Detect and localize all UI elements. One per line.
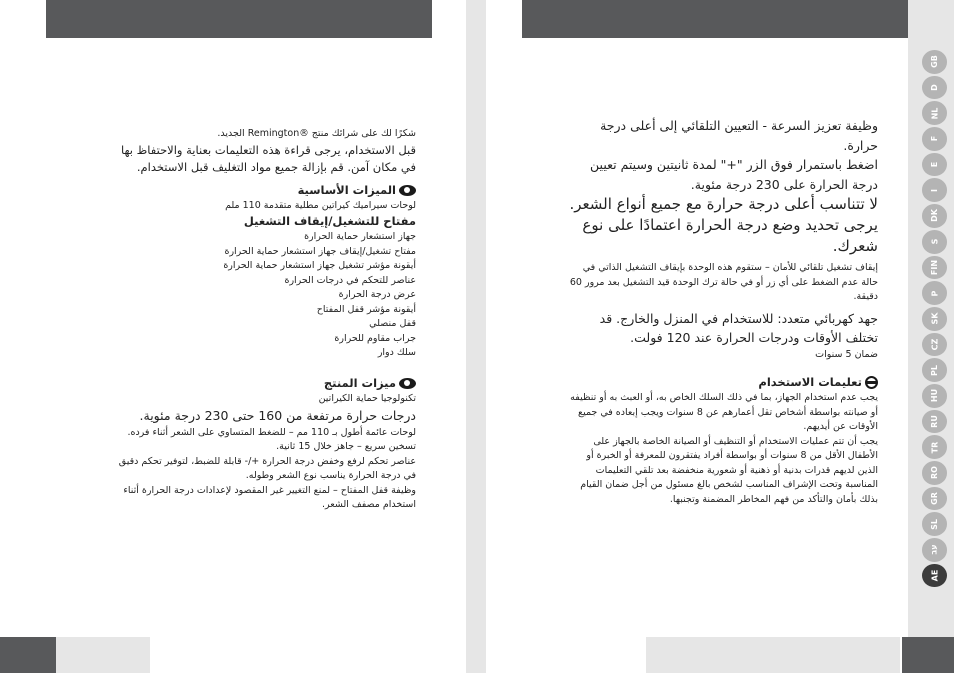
lang-tab-label: SK: [930, 312, 939, 325]
lang-tab-ae[interactable]: [922, 564, 947, 588]
lang-tab-label: F: [930, 136, 939, 142]
lang-tab-label: P: [930, 290, 939, 296]
lang-tab-label: D: [929, 84, 939, 91]
feature-item: أيقونة مؤشر قفل المفتاح: [316, 303, 416, 315]
lang-tab-hu[interactable]: [922, 384, 947, 408]
instructions-heading: [566, 374, 878, 391]
feature-item: أيقونة مؤشر تشغيل جهاز استشعار حماية الحرارة: [223, 260, 416, 271]
lang-tab-f[interactable]: [922, 127, 947, 151]
lang-tab-cz[interactable]: [922, 333, 947, 357]
left-footer-dark: [0, 637, 56, 673]
lang-tab-label: HU: [929, 389, 939, 403]
left-page: [0, 0, 466, 673]
lang-tab-tr[interactable]: [922, 435, 947, 459]
feature-item: جراب مقاوم للحرارة: [334, 332, 416, 344]
warranty-text: ضمان 5 سنوات: [815, 348, 878, 360]
lang-tab-pl[interactable]: [922, 358, 947, 382]
right-page: [486, 0, 908, 673]
lang-tab-label: עב: [930, 544, 939, 556]
intro-instructions: قبل الاستخدام، يرجى قراءة هذه التعليمات بعناية والاحتفاظ بها في مكان آمن. قم بإزالة جميع مواد التغليف قبل الاستخدام.: [120, 142, 416, 174]
lang-tab-nl[interactable]: [922, 101, 947, 125]
lang-tab-s[interactable]: [922, 230, 947, 254]
features-heading: [106, 182, 416, 199]
right-footer-dark: [902, 637, 954, 673]
product-item: درجات حرارة مرتفعة من 160 حتى 230 درجة مئوية.: [139, 408, 416, 423]
lang-tab-label: E: [930, 161, 939, 168]
lang-tab-sl[interactable]: [922, 512, 947, 536]
left-header-bar: [46, 0, 432, 38]
lang-tab-label: NL: [929, 107, 939, 120]
product-item: وظيفة قفل المفتاح – لمنع التغيير غير المقصود لإعدادات درجة الحرارة أثناء استخدام مصفف الشعر.: [123, 484, 416, 510]
lang-tab-i[interactable]: [922, 178, 947, 202]
temperature-warning: لا تتناسب أعلى درجة حرارة مع جميع أنواع الشعر. يرجى تحديد وضع درجة الحرارة اعتمادًا على نوع شعرك.: [569, 195, 878, 255]
boost-title: وظيفة تعزيز السرعة - التعيين التلقائي إلى أعلى درجة حرارة.: [600, 118, 878, 153]
boost-text: اضغط باستمرار فوق الزر "+" لمدة ثانيتين وسيتم تعيين درجة الحرارة على 230 درجة مئوية.: [590, 157, 878, 192]
lang-tab-label: I: [929, 188, 939, 192]
lang-tab-label: SL: [929, 518, 939, 530]
eye-icon: [399, 378, 416, 389]
product-title: ميزات المنتج: [323, 375, 396, 390]
lang-tab-עב[interactable]: [922, 538, 947, 562]
feature-item: سلك دوار: [377, 347, 416, 358]
feature-item: جهاز استشعار حماية الحرارة: [304, 231, 416, 242]
lang-tab-e[interactable]: [922, 153, 947, 177]
right-header-bar: [522, 0, 908, 38]
lang-tab-fin[interactable]: [922, 256, 947, 280]
features-title: الميزات الأساسية: [297, 182, 396, 197]
right-text-column: [566, 116, 878, 507]
lang-tab-ru[interactable]: [922, 410, 947, 434]
prohibited-icon: [865, 376, 878, 389]
voltage-text: جهد كهربائي متعدد: للاستخدام في المنزل والخارج. قد تختلف الأوقات ودرجات الحرارة عند 120 فولت.: [599, 310, 878, 345]
lang-tab-ro[interactable]: [922, 461, 947, 485]
product-heading: [106, 375, 416, 392]
left-footer-light: [56, 637, 150, 673]
intro-thanks: شكرًا لك على شرائك منتج ®Remington الجديد.: [217, 128, 416, 139]
lang-tab-label: PL: [930, 364, 939, 376]
lang-tab-label: RU: [930, 415, 939, 428]
lang-tab-label: S: [929, 238, 939, 245]
lang-tab-sk[interactable]: [922, 307, 947, 331]
feature-item: لوحات سيراميك كيراتين مطلية متقدمة 110 ملم: [225, 199, 416, 211]
lang-tab-label: GR: [929, 492, 939, 505]
feature-item: عرض درجة الحرارة: [338, 289, 416, 300]
lang-tab-d[interactable]: [922, 76, 947, 100]
lang-tab-label: TR: [930, 441, 939, 453]
lang-tab-label: DK: [930, 209, 939, 223]
instruction-item: يجب عدم استخدام الجهاز، بما في ذلك السلك الخاص به، أو العبث به أو تنظيفه أو صيانته بواسطة أشخاص تقل أعمارهم عن 8 سنوات ويجب إبعاده في جميع الأوقات عن أيديهم.: [570, 392, 878, 432]
lang-tab-label: GB: [929, 55, 939, 69]
product-item: تكنولوجيا حماية الكيراتين: [318, 392, 416, 404]
auto-off-text: إيقاف تشغيل تلقائي للأمان – ستقوم هذه الوحدة بإيقاف التشغيل الذاتي في حالة عدم الضغط على أي زر أو في حالة ترك الوحدة قيد التشغيل بعد مرور 60 دقيقة.: [569, 262, 878, 302]
lang-tab-label: CZ: [929, 338, 939, 351]
left-text-column: [106, 127, 416, 513]
lang-tab-dk[interactable]: [922, 204, 947, 228]
lang-tab-label: FIN: [929, 259, 939, 275]
language-tabs: [922, 50, 948, 587]
right-footer-light: [646, 637, 900, 673]
lang-tab-label: AE: [930, 569, 939, 582]
feature-item: مفتاح تشغيل/إيقاف جهاز استشعار حماية الحرارة: [224, 245, 416, 257]
instructions-title: تعليمات الاستخدام: [758, 375, 862, 389]
feature-item: عناصر للتحكم في درجات الحرارة: [284, 274, 416, 286]
lang-tab-gb[interactable]: [922, 50, 947, 74]
feature-item: مفتاح للتشغيل/إيقاف التشغيل: [243, 214, 416, 228]
product-item: لوحات عائمة أطول بـ 110 مم – للضغط المتساوي على الشعر أثناء فرده.: [127, 426, 416, 438]
product-item: تسخين سريع – جاهز خلال 15 ثانية.: [276, 441, 416, 452]
lang-tab-p[interactable]: [922, 281, 947, 305]
eye-icon: [399, 185, 416, 196]
lang-tab-gr[interactable]: [922, 487, 947, 511]
instruction-item: يجب أن تتم عمليات الاستخدام أو التنظيف أو الصيانة الخاصة بالجهاز على الأطفال الأقل من 8 سنوات أو بواسطة أفراد يفتقرون للمعرفة أو الخبرة أو الذين لديهم قدرات بدنية أو ذهنية أو شعورية منخفضة بعد تلقي التعليمات المناسبة وتحت الإشراف المناسب لشخص بالغ مسئول من أجل ضمان القيام بذلك بأمان والتأكد من فهم المخاطر المضمنة وتجنبها.: [580, 435, 878, 505]
lang-tab-label: RO: [930, 466, 939, 480]
feature-item: قفل منصلي: [369, 318, 416, 329]
product-item: عناصر تحكم لرفع وخفض درجة الحرارة +/- قابلة للضبط، لتوفير تحكم دقيق في درجة الحرارة يناسب نوع الشعر وطوله.: [118, 455, 416, 481]
